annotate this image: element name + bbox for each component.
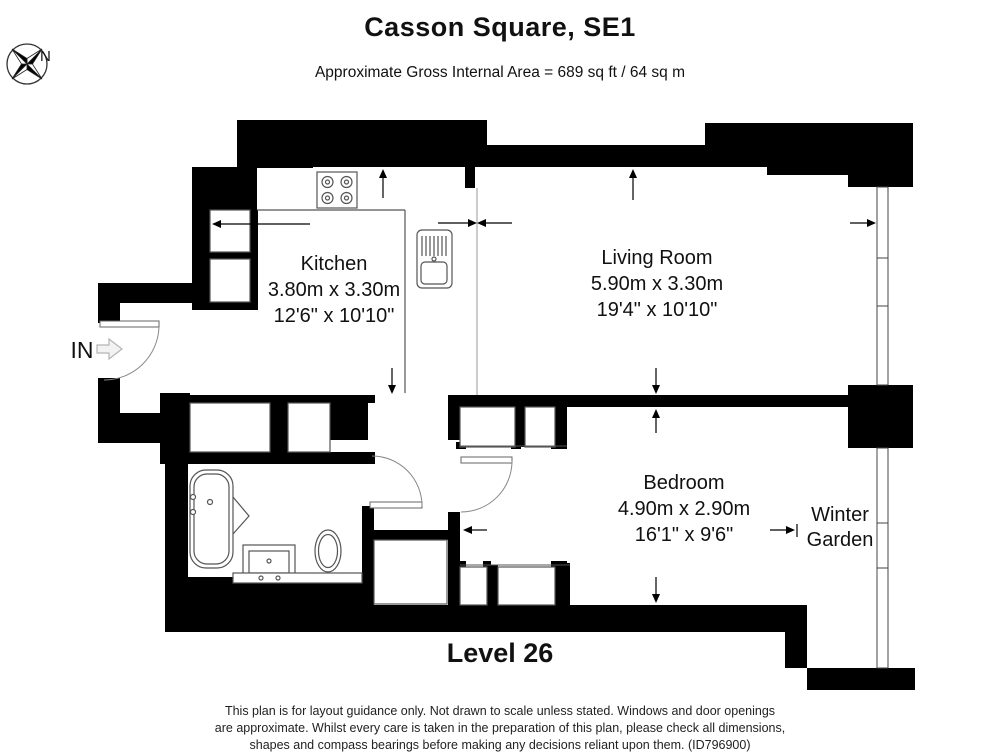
living-room-label: Living Room <box>601 247 713 269</box>
disclaimer-line-3: shapes and compass bearings before making any decisions reliant upon them. (ID796900) <box>249 738 751 752</box>
kitchen-dims-metric: 3.80m x 3.30m <box>267 279 401 301</box>
hob <box>317 172 357 208</box>
level-label: Level 26 <box>446 638 554 668</box>
kitchen-closet-top <box>210 210 250 252</box>
disclaimer-line-1: This plan is for layout guidance only. Not drawn to scale unless stated. Windows and door openings <box>224 704 776 718</box>
bathroom-basin <box>243 545 295 577</box>
living-room-dims-imperial: 19'4" x 10'10" <box>596 299 718 321</box>
bedroom-dims-imperial: 16'1" x 9'6" <box>634 524 734 546</box>
bedroom-wardrobe-top-1 <box>460 407 515 447</box>
winter-garden-label-line2: Garden <box>806 529 874 551</box>
bathroom-door <box>370 456 422 508</box>
bathroom-closet-right <box>288 403 330 452</box>
winter-garden-label-line1: Winter <box>811 504 869 526</box>
disclaimer-line-2: are approximate. Whilst every care is taken in the preparation of this plan, please check all dimensions, <box>214 721 786 735</box>
bathtub <box>190 470 249 568</box>
winter-garden-window <box>877 448 888 668</box>
kitchen-sink <box>417 230 452 288</box>
kitchen-dims-imperial: 12'6" x 10'10" <box>273 305 395 327</box>
bathroom-closet-left <box>190 403 270 452</box>
in-arrow-icon <box>97 339 122 359</box>
compass-icon <box>7 44 51 84</box>
bedroom-wardrobe-bottom-2 <box>498 567 555 605</box>
entrance-marker <box>71 337 123 363</box>
dimension-arrows <box>212 169 876 603</box>
kitchen-label: Kitchen <box>300 253 368 275</box>
kitchen-counter-outline <box>257 210 405 393</box>
toilet <box>315 530 341 572</box>
bedroom-door <box>461 457 512 512</box>
bedroom-label: Bedroom <box>643 472 725 494</box>
bathroom-counter <box>233 573 362 583</box>
page-title: Casson Square, SE1 <box>364 12 636 42</box>
area-subtitle: Approximate Gross Internal Area = 689 sq ft / 64 sq m <box>314 64 686 81</box>
living-room-dims-metric: 5.90m x 3.30m <box>590 273 724 295</box>
living-room-window <box>877 187 888 385</box>
bedroom-wardrobe-bottom-1 <box>460 567 487 605</box>
bedroom-dims-metric: 4.90m x 2.90m <box>617 498 751 520</box>
compass-north-label: N <box>40 48 51 65</box>
kitchen-closet-bottom <box>210 259 250 302</box>
entrance-label: IN <box>70 337 94 363</box>
hall-closet <box>374 540 447 604</box>
bedroom-wardrobe-top-2 <box>525 407 555 447</box>
